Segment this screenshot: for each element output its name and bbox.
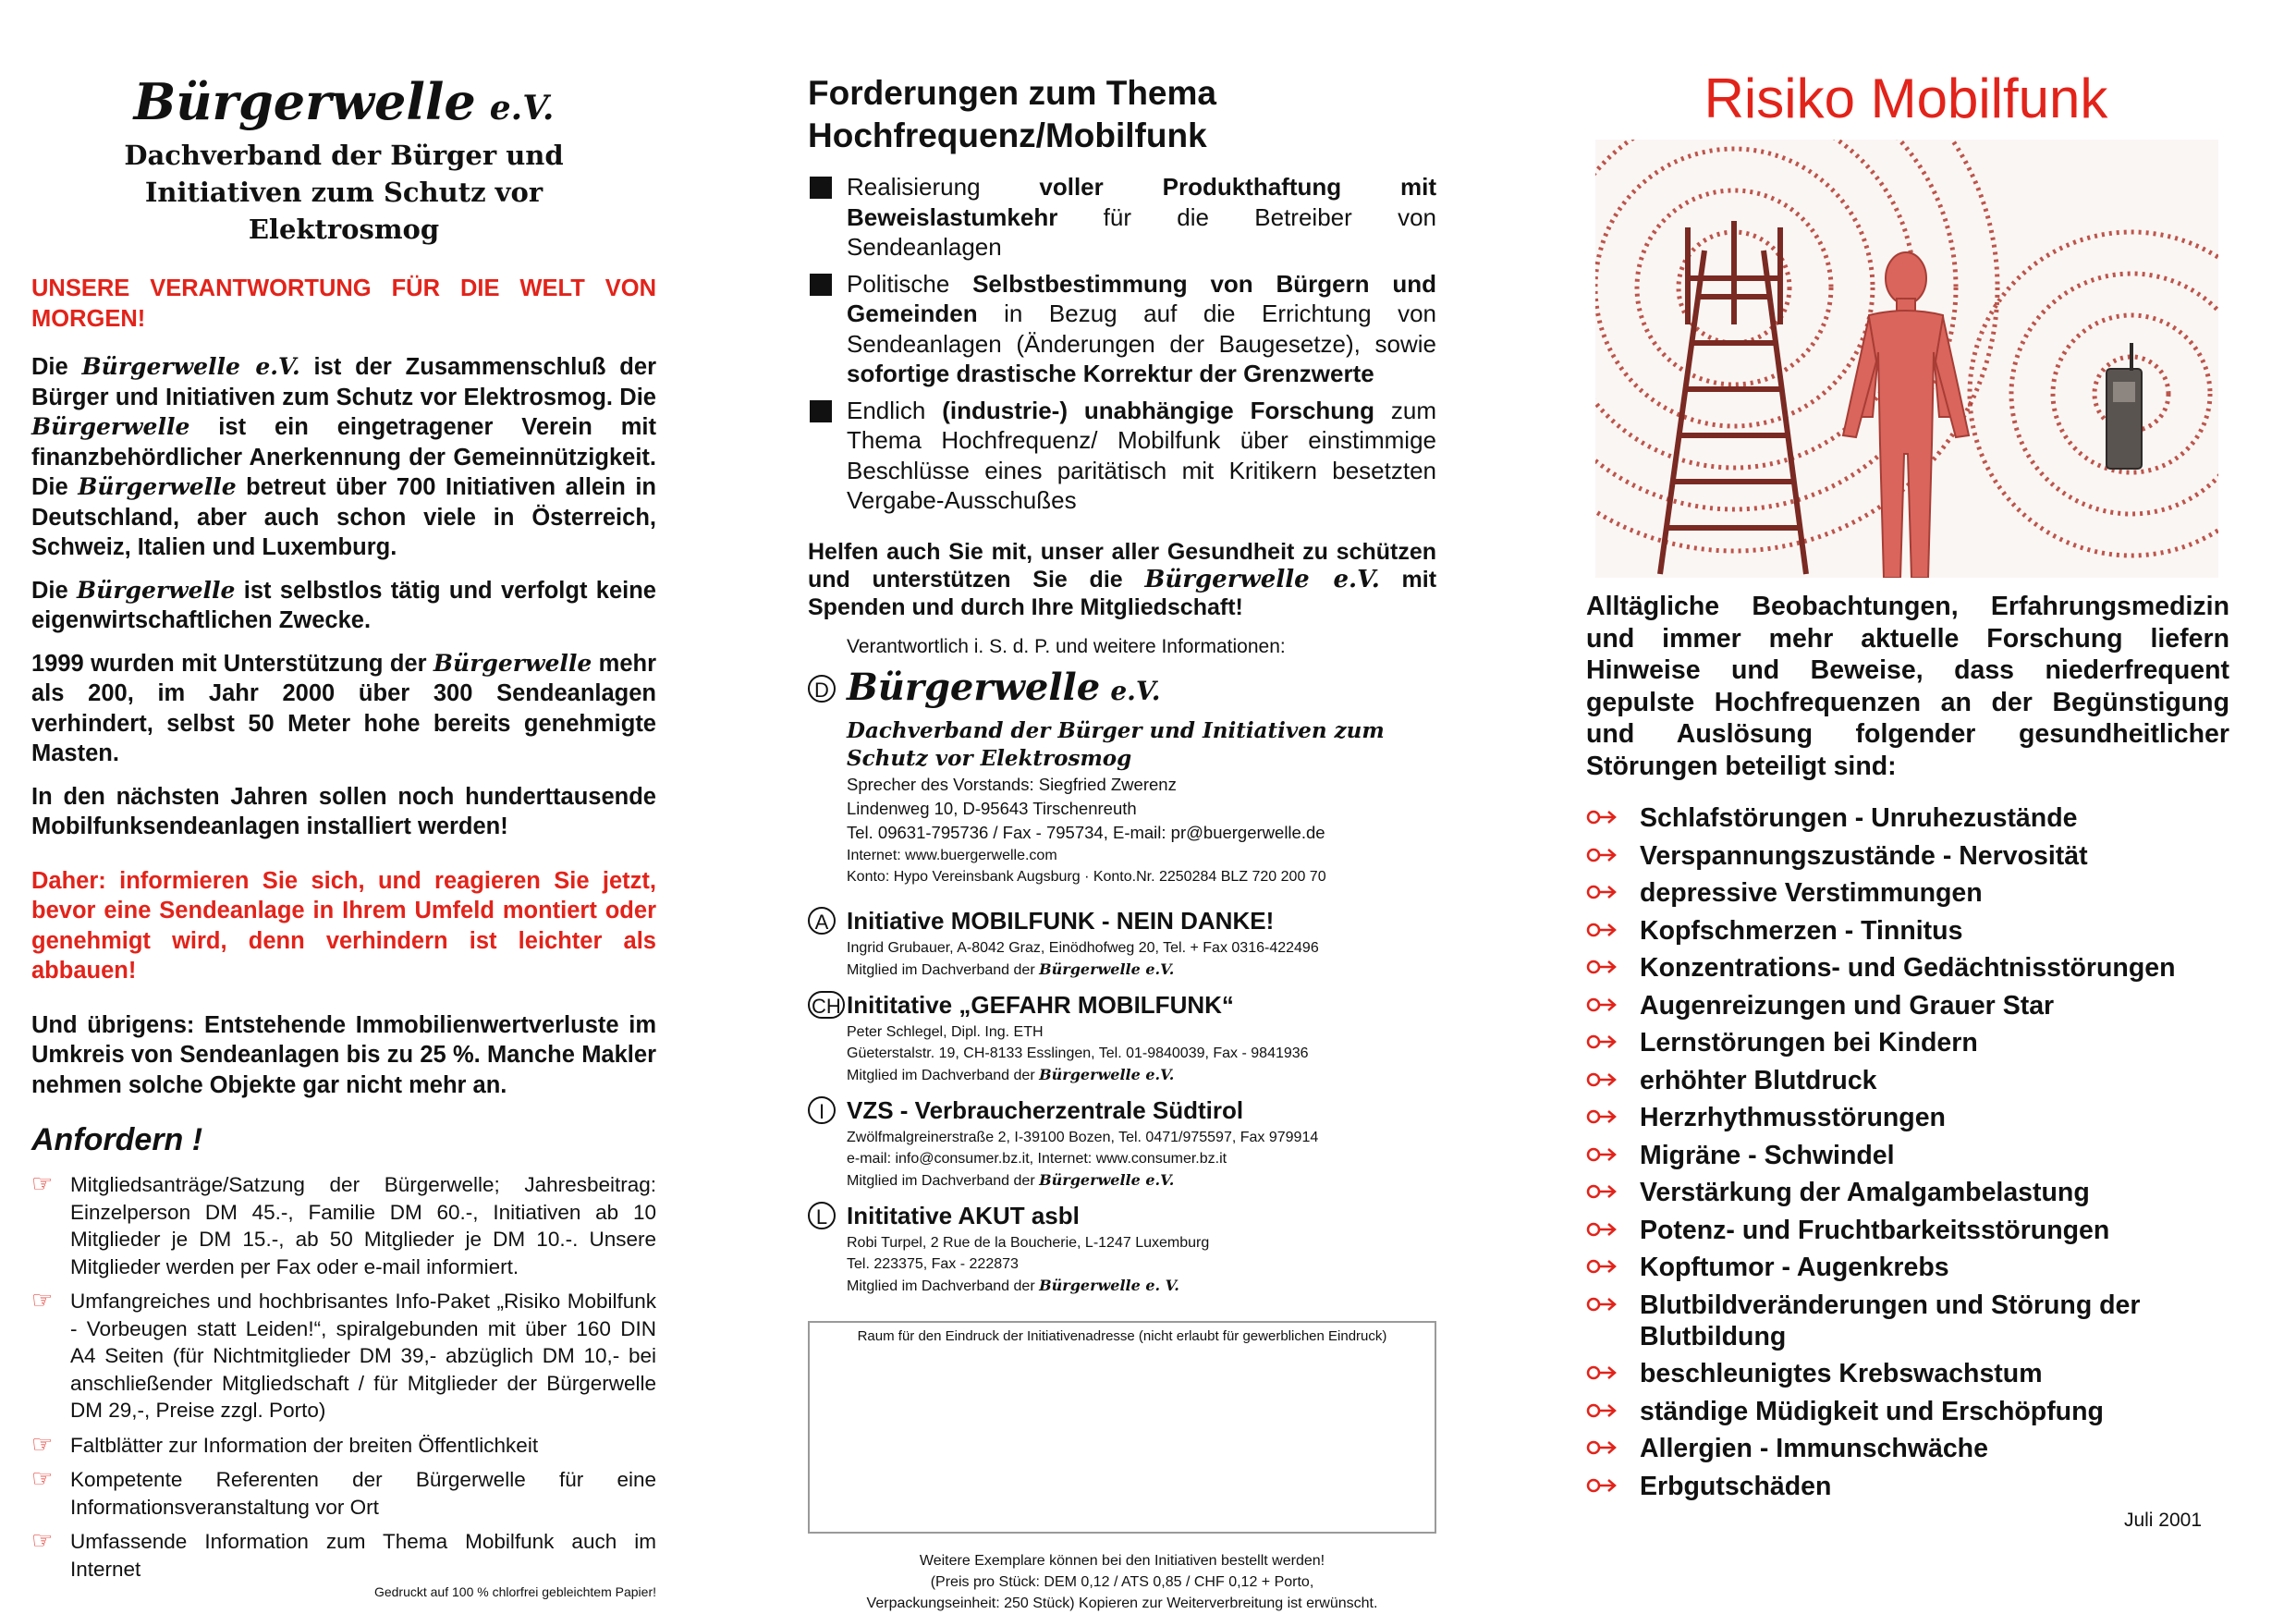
list-item: ☞ Faltblätter zur Information der breiten Öffentlichkeit: [31, 1429, 539, 1458]
org-account: Konto: Hypo Vereinsbank Augsburg · Konto.Nr. 2250284 BLZ 720 200 70: [847, 868, 1326, 885]
org-address: Lindenweg 10, D-95643 Tirschenreuth: [847, 798, 1137, 818]
country-badge: D: [808, 675, 836, 703]
country-badge: I: [808, 1096, 836, 1124]
date-note: Juli 2001: [2123, 1509, 2202, 1531]
list-item: depressive Verstimmungen: [1582, 877, 2229, 909]
demand-list: [808, 172, 1436, 516]
org-austria: [808, 904, 1436, 981]
org-name: Inititative AKUT asbl: [847, 1201, 1080, 1229]
red-arrow-icon: [1586, 1143, 1618, 1166]
red-arrow-icon: [1586, 1069, 1618, 1091]
list-item: Allergien - Immunschwäche: [1582, 1433, 2229, 1464]
red-arrow-icon: [1586, 1218, 1618, 1241]
brand-title: [31, 72, 656, 131]
call-to-action-paragraph: Daher: informieren Sie sich, und reagieren Sie jetzt, bevor eine Sendeanlage in Ihrem Umfeld montiert oder genehmigt wird, denn verhindern ist leichter als abbauen!: [31, 867, 656, 984]
right-panel: [1582, 0, 2229, 1605]
observation-paragraph: Alltägliche Beobachtungen, Erfahrungsmedizin und immer mehr aktuelle Forschung liefern Hinweise und Beweise, dass niederfrequent gepulste Hochfrequenzen an der Begünstigung und Auslösung folgender gesundheitlicher Störungen beteiligt sind:: [1586, 592, 2229, 781]
red-arrow-icon: [1586, 1255, 1618, 1278]
list-item: beschleunigtes Krebswachstum: [1582, 1358, 2229, 1389]
list-item: ☞ Kompetente Referenten der Bürgerwelle für eine Informationsveranstaltung vor Ort: [31, 1464, 656, 1519]
org-contact: Güeterstalstr. 19, CH-8133 Esslingen, Tel. 01-9840039, Fax - 9841936: [847, 1045, 1309, 1061]
list-item: Potenz- und Fruchtbarkeitsstörungen: [1582, 1215, 2229, 1246]
address-stamp-box: [808, 1321, 1436, 1534]
list-item: Verstärkung der Amalgambelastung: [1582, 1177, 2229, 1208]
list-item: Lernstörungen bei Kindern: [1582, 1027, 2229, 1058]
org-name: Inititative „GEFAHR MOBILFUNK“: [847, 990, 1234, 1019]
org-membership: Mitglied im Dachverband der Bürgerwelle e.V.: [847, 960, 1175, 978]
risk-title: Risiko Mobilfunk: [1704, 67, 2108, 129]
list-item: ständige Müdigkeit und Erschöpfung: [1582, 1396, 2229, 1427]
red-arrow-icon: [1586, 1474, 1618, 1497]
red-arrow-icon: [1586, 844, 1618, 866]
red-arrow-icon: [1586, 1400, 1618, 1422]
brand-mention: Bürgerwelle: [433, 649, 592, 677]
symptom-list: [1582, 802, 2229, 1502]
org-membership: Mitglied im Dachverband der Bürgerwelle e.V.: [847, 1170, 1175, 1189]
red-arrow-icon: [1586, 1293, 1618, 1315]
list-item: Endlich (industrie-) unabhängige Forschung zum Thema Hochfrequenz/ Mobilfunk über einstimmige Beschlüsse eines paritätisch mit Kritikern besetzten Vergabe-Ausschußes: [808, 396, 1436, 516]
brand-mention: Bürgerwelle: [77, 576, 236, 604]
pointing-hand-icon: ☞: [31, 1526, 54, 1554]
org-membership: Mitglied im Dachverband der Bürgerwelle e.V.: [847, 1065, 1175, 1083]
future-paragraph: In den nächsten Jahren sollen noch hunderttausende Mobilfunksendeanlagen installiert werden!: [31, 783, 656, 839]
brand-suffix: e.V.: [489, 89, 555, 128]
org-speaker: Sprecher des Vorstands: Siegfried Zwerenz: [847, 774, 1177, 794]
middle-panel: [808, 0, 1437, 1611]
red-arrow-icon: [1586, 1031, 1618, 1053]
brand-mention: Bürgerwelle e.V.: [81, 353, 300, 380]
org-contact: Peter Schlegel, Dipl. Ing. ETH: [847, 1023, 1044, 1040]
printed-note: Gedruckt auf 100 % chlorfrei gebleichtem Papier!: [373, 1584, 656, 1599]
list-item: Realisierung voller Produkthaftung mit Beweislastumkehr für die Betreiber von Sendeanlagen: [808, 172, 1436, 263]
stamp-box-label: Raum für den Eindruck der Initiativenadresse (nicht erlaubt für gewerblichen Eindruck): [857, 1327, 1387, 1344]
brand-mention: Bürgerwelle: [31, 413, 190, 440]
success-paragraph: 1999 wurden mit Unterstützung der Bürgerwelle mehr als 200, im Jahr 2000 über 300 Sendeanlagen verhindert, selbst 50 Meter hohe bereits genehmigte Masten.: [31, 649, 656, 766]
black-square-icon: [810, 274, 832, 296]
org-contact: Robi Turpel, 2 Rue de la Boucherie, L-1247 Luxemburg: [847, 1234, 1210, 1251]
list-item: ☞ Umfassende Information zum Thema Mobilfunk auch im Internet: [31, 1526, 656, 1581]
property-value-paragraph: Und übrigens: Entstehende Immobilienwertverluste im Umkreis von Sendeanlagen bis zu 25 %. Manche Makler nehmen solche Objekte gar nicht mehr an.: [31, 1011, 656, 1098]
list-item: Kopfschmerzen - Tinnitus: [1582, 915, 2229, 947]
radiation-illustration: [1595, 140, 2218, 578]
org-contact: Zwölfmalgreinerstraße 2, I-39100 Bozen, Tel. 0471/975597, Fax 979914: [847, 1129, 1319, 1145]
red-arrow-icon: [1586, 1437, 1618, 1459]
pointing-hand-icon: ☞: [31, 1169, 54, 1197]
black-square-icon: [810, 400, 832, 422]
subtitle-line: Elektrosmog: [248, 214, 440, 245]
responsible-note: Verantwortlich i. S. d. P. und weitere Informationen:: [847, 635, 1286, 657]
list-item: Erbgutschäden: [1582, 1471, 2229, 1502]
red-arrow-icon: [1586, 1180, 1618, 1203]
pointing-hand-icon: ☞: [31, 1464, 54, 1492]
brand-mention: Bürgerwelle e.V.: [1144, 565, 1380, 593]
brand-subtitle: [31, 137, 656, 248]
org-switzerland: [808, 988, 1436, 1086]
org-subtitle: Dachverband der Bürger und Initiativen zum Schutz vor Elektrosmog: [847, 717, 1385, 771]
subtitle-line: Initiativen zum Schutz vor: [144, 177, 543, 208]
country-badge: L: [808, 1202, 836, 1229]
org-italy: [808, 1094, 1436, 1192]
list-item: Schlafstörungen - Unruhezustände: [1582, 802, 2229, 834]
country-badge: A: [808, 907, 836, 935]
subtitle-line: Dachverband der Bürger und: [124, 140, 564, 171]
left-panel: [31, 0, 656, 1605]
red-arrow-icon: [1586, 956, 1618, 978]
black-square-icon: [810, 177, 832, 199]
red-arrow-icon: [1586, 806, 1618, 828]
red-arrow-icon: [1586, 919, 1618, 941]
intro-paragraph: Die Bürgerwelle e.V. ist der Zusammenschluß der Bürger und Initiativen zum Schutz vor Elektrosmog. Die Bürgerwelle ist ein eingetragener Verein mit finanzbehördlicher Anerkennung der Gemeinnützigkeit. Die Bürgerwelle betreut über 700 Initiativen allein in Deutschland, aber auch schon viele in Österreich, Schweiz, Italien und Luxemburg.: [31, 353, 656, 560]
org-membership: Mitglied im Dachverband der Bürgerwelle e. V.: [847, 1276, 1179, 1294]
list-item: ☞ Umfangreiches und hochbrisantes Info-Paket „Risiko Mobilfunk - Vorbeugen statt Leiden!“, spiralgebunden mit über 160 DIN A4 Seiten (für Nichtmitglieder DM 39,- abzüglich DM 10,- bei anschließender Mitgliedschaft / für Mitglieder der Bürgerwelle DM 29,-, Preise zzgl. Porto): [31, 1286, 656, 1422]
red-arrow-icon: [1586, 1362, 1618, 1384]
list-item: Kopftumor - Augenkrebs: [1582, 1252, 2229, 1283]
org-contact: Tel. 223375, Fax - 222873: [847, 1255, 1019, 1272]
demands-title: Forderungen zum Thema Hochfrequenz/Mobilfunk: [808, 74, 1216, 154]
selfless-paragraph: Die Bürgerwelle ist selbstlos tätig und verfolgt keine eigenwirtschaftlichen Zwecke.: [31, 576, 656, 633]
org-brand-name: Bürgerwelle: [847, 665, 1101, 709]
request-list: [31, 1171, 656, 1583]
org-contact: e-mail: info@consumer.bz.it, Internet: www.consumer.bz.it: [847, 1150, 1227, 1167]
order-heading: Anfordern !: [31, 1122, 203, 1157]
country-badge: CH: [808, 991, 845, 1019]
list-item: Konzentrations- und Gedächtnisstörungen: [1582, 952, 2229, 984]
pointing-hand-icon: ☞: [31, 1286, 54, 1314]
list-item: Migräne - Schwindel: [1582, 1140, 2229, 1171]
org-internet: Internet: www.buergerwelle.com: [847, 847, 1057, 863]
red-arrow-icon: [1586, 994, 1618, 1016]
help-appeal: Helfen auch Sie mit, unser aller Gesundheit zu schützen und unterstützen Sie die Bürgerwelle e.V. mit Spenden und durch Ihre Mitgliedschaft!: [808, 538, 1437, 620]
org-name: VZS - Verbraucherzentrale Südtirol: [847, 1095, 1244, 1124]
org-name: Initiative MOBILFUNK - NEIN DANKE!: [847, 906, 1275, 935]
list-item: Verspannungszustände - Nervosität: [1582, 840, 2229, 872]
list-item: erhöhter Blutdruck: [1582, 1065, 2229, 1096]
red-arrow-icon: [1586, 1106, 1618, 1128]
org-contact: Ingrid Grubauer, A-8042 Graz, Einödhofweg 20, Tel. + Fax 0316-422496: [847, 939, 1319, 956]
org-brand-suffix: e.V.: [1110, 675, 1161, 706]
brand-name: Bürgerwelle: [133, 72, 476, 131]
org-germany: [808, 667, 1436, 887]
list-item: Blutbildveränderungen und Störung der Blutbildung: [1582, 1290, 2229, 1352]
list-item: Herzrhythmusstörungen: [1582, 1102, 2229, 1133]
org-phone: Tel. 09631-795736 / Fax - 795734, E-mail: pr@buergerwelle.de: [847, 822, 1325, 842]
brand-mention: Bürgerwelle: [78, 473, 237, 500]
list-item: ☞ Mitgliedsanträge/Satzung der Bürgerwelle; Jahresbeitrag: Einzelperson DM 45.-, Familie DM 60.-, Initiativen ab 10 Mitglieder je DM 15.-, ab 50 Mitglieder je DM 10.-. Unsere Mitglieder werden per Fax oder e-mail informiert.: [31, 1169, 656, 1278]
org-luxembourg: [808, 1199, 1436, 1297]
red-arrow-icon: [1586, 881, 1618, 903]
list-item: Augenreizungen und Grauer Star: [1582, 990, 2229, 1021]
pointing-hand-icon: ☞: [31, 1429, 54, 1458]
motto-heading: UNSERE VERANTWORTUNG FÜR DIE WELT VON MORGEN!: [31, 275, 656, 332]
copies-note: Weitere Exemplare können bei den Initiativen bestellt werden! (Preis pro Stück: DEM 0,12 / ATS 0,85 / CHF 0,12 + Porto, Verpackungseinheit: 250 Stück) Kopieren zur Weiterverbreitung ist erwünscht.: [866, 1552, 1378, 1611]
list-item: Politische Selbstbestimmung von Bürgern und Gemeinden in Bezug auf die Errichtung von Sendeanlagen (Änderungen der Baugesetze), sowie sofortige drastische Korrektur der Grenzwerte: [808, 269, 1436, 389]
